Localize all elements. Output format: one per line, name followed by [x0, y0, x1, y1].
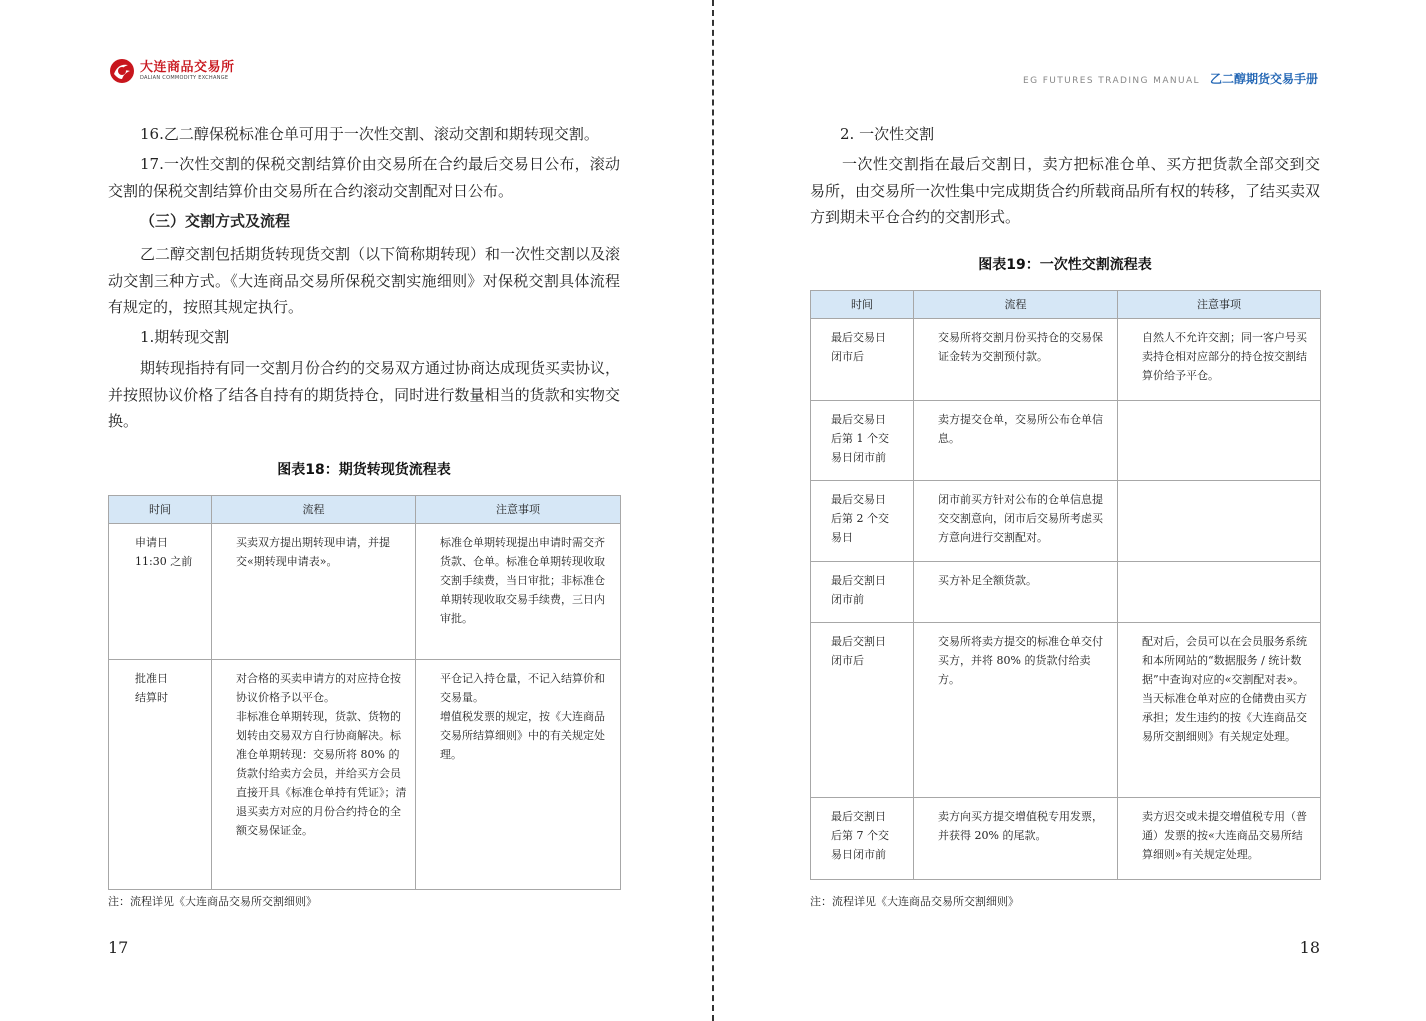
process-cell: 闭市前买方针对公布的仓单信息提交交割意向，闭市后交易所考虑买方意向进行交割配对。 — [914, 481, 1118, 562]
logo-cn-text: 大连商品交易所 — [140, 60, 235, 75]
time-cell: 最后交易日 闭市后 — [811, 319, 914, 401]
flow-table-19 — [810, 290, 1321, 880]
column-header: 流程 — [212, 496, 416, 524]
table-note: 注：流程详见《大连商品交易所交割细则》 — [108, 895, 317, 908]
page-number: 17 — [108, 938, 129, 957]
time-cell: 批准日 结算时 — [109, 660, 212, 890]
process-cell: 买卖双方提出期转现申请，并提交«期转现申请表»。 — [212, 524, 416, 660]
paragraph: 期转现指持有同一交割月份合约的交易双方通过协商达成现货买卖协议，并按照协议价格了结各自持有的期货持仓，同时进行数量相当的货款和实物交换。 — [108, 359, 621, 430]
left-page — [0, 0, 712, 1021]
column-header: 时间 — [811, 291, 914, 319]
paragraph: 一次性交割指在最后交割日，卖方把标准仓单、买方把货款全部交到交易所，由交易所一次性集中完成期货合约所载商品所有权的转移，了结买卖双方到期未平仓合约的交割形式。 — [810, 155, 1321, 226]
column-header: 时间 — [109, 496, 212, 524]
paragraph: 乙二醇交割包括期货转现货交割（以下简称期转现）和一次性交割以及滚动交割三种方式。《大连商品交易所保税交割实施细则》对保税交割具体流程有规定的，按照其规定执行。 — [108, 245, 621, 316]
time-cell: 最后交易日 后第 2 个交 易日 — [811, 481, 914, 562]
paragraph: 17.一次性交割的保税交割结算价由交易所在合约最后交易日公布，滚动交割的保税交割结算价由交易所在合约滚动交割配对日公布。 — [108, 155, 620, 200]
notes-cell: 自然人不允许交割；同一客户号买卖持仓相对应部分的持仓按交割结算价给予平仓。 — [1118, 319, 1321, 401]
table-row — [811, 623, 1321, 798]
running-header — [1023, 70, 1318, 87]
table-caption: 图表18：期货转现货流程表 — [277, 462, 451, 478]
column-header: 注意事项 — [1118, 291, 1321, 319]
table-header-row — [109, 496, 621, 524]
process-cell: 卖方向买方提交增值税专用发票，并获得 20% 的尾款。 — [914, 798, 1118, 880]
time-cell: 最后交割日 闭市前 — [811, 562, 914, 623]
table-row — [811, 401, 1321, 481]
dce-logo-icon — [108, 57, 136, 85]
table-row — [811, 798, 1321, 880]
time-cell: 最后交易日 后第 1 个交 易日闭市前 — [811, 401, 914, 481]
notes-cell — [1118, 481, 1321, 562]
subsection-heading: 2. 一次性交割 — [840, 125, 935, 143]
notes-cell — [1118, 401, 1321, 481]
time-cell: 最后交割日 后第 7 个交 易日闭市前 — [811, 798, 914, 880]
table-row — [811, 562, 1321, 623]
process-cell: 对合格的买卖申请方的对应持仓按协议价格予以平仓。 非标准仓单期转现，货款、货物的划转由交易双方自行协商解决。标准仓单期转现：交易所将 80% 的货款付给卖方会员，并给买方会员直接开具《标准仓单持有凭证》；清退买卖方对应的月份合约持仓的全额交易保证金。 — [212, 660, 416, 890]
time-cell: 最后交割日 闭市后 — [811, 623, 914, 798]
header-en-title: EG FUTURES TRADING MANUAL — [1022, 76, 1200, 86]
table-caption: 图表19：一次性交割流程表 — [978, 257, 1152, 273]
notes-cell: 标准仓单期转现提出申请时需交齐货款、仓单。标准仓单期转现收取交割手续费，当日审批；非标准仓单期转现收取交易手续费，三日内审批。 — [416, 524, 621, 660]
flow-table-18 — [108, 495, 621, 890]
notes-cell: 配对后，会员可以在会员服务系统和本所网站的“数据服务 / 统计数据”中查询对应的«交割配对表»。 当天标准仓单对应的仓储费由买方承担；发生违约的按《大连商品交易所交割细则》有关规定处理。 — [1118, 623, 1321, 798]
notes-cell: 平仓记入持仓量，不记入结算价和交易量。 增值税发票的规定，按《大连商品交易所结算细则》中的有关规定处理。 — [416, 660, 621, 890]
table-note: 注：流程详见《大连商品交易所交割细则》 — [810, 895, 1019, 908]
section-heading: （三）交割方式及流程 — [140, 212, 291, 230]
column-header: 注意事项 — [416, 496, 621, 524]
time-cell: 申请日 11:30 之前 — [109, 524, 212, 660]
table-row — [811, 319, 1321, 401]
table-row — [811, 481, 1321, 562]
exchange-logo — [108, 57, 235, 85]
table-row — [109, 660, 621, 890]
table-row — [109, 524, 621, 660]
subsection-heading: 1.期转现交割 — [140, 328, 230, 346]
column-header: 流程 — [914, 291, 1118, 319]
process-cell: 卖方提交仓单，交易所公布仓单信息。 — [914, 401, 1118, 481]
process-cell: 交易所将交割月份买持仓的交易保证金转为交割预付款。 — [914, 319, 1118, 401]
notes-cell: 卖方迟交或未提交增值税专用（普通）发票的按«大连商品交易所结算细则»有关规定处理。 — [1118, 798, 1321, 880]
paragraph: 16.乙二醇保税标准仓单可用于一次性交割、滚动交割和期转现交割。 — [140, 125, 599, 143]
process-cell: 买方补足全额货款。 — [914, 562, 1118, 623]
notes-cell — [1118, 562, 1321, 623]
table-header-row — [811, 291, 1321, 319]
right-page — [714, 0, 1426, 1021]
process-cell: 交易所将卖方提交的标准仓单交付买方，并将 80% 的货款付给卖方。 — [914, 623, 1118, 798]
logo-en-text: DALIAN COMMODITY EXCHANGE — [140, 75, 229, 81]
header-cn-title: 乙二醇期货交易手册 — [1209, 72, 1318, 86]
page-number: 18 — [1299, 938, 1320, 957]
